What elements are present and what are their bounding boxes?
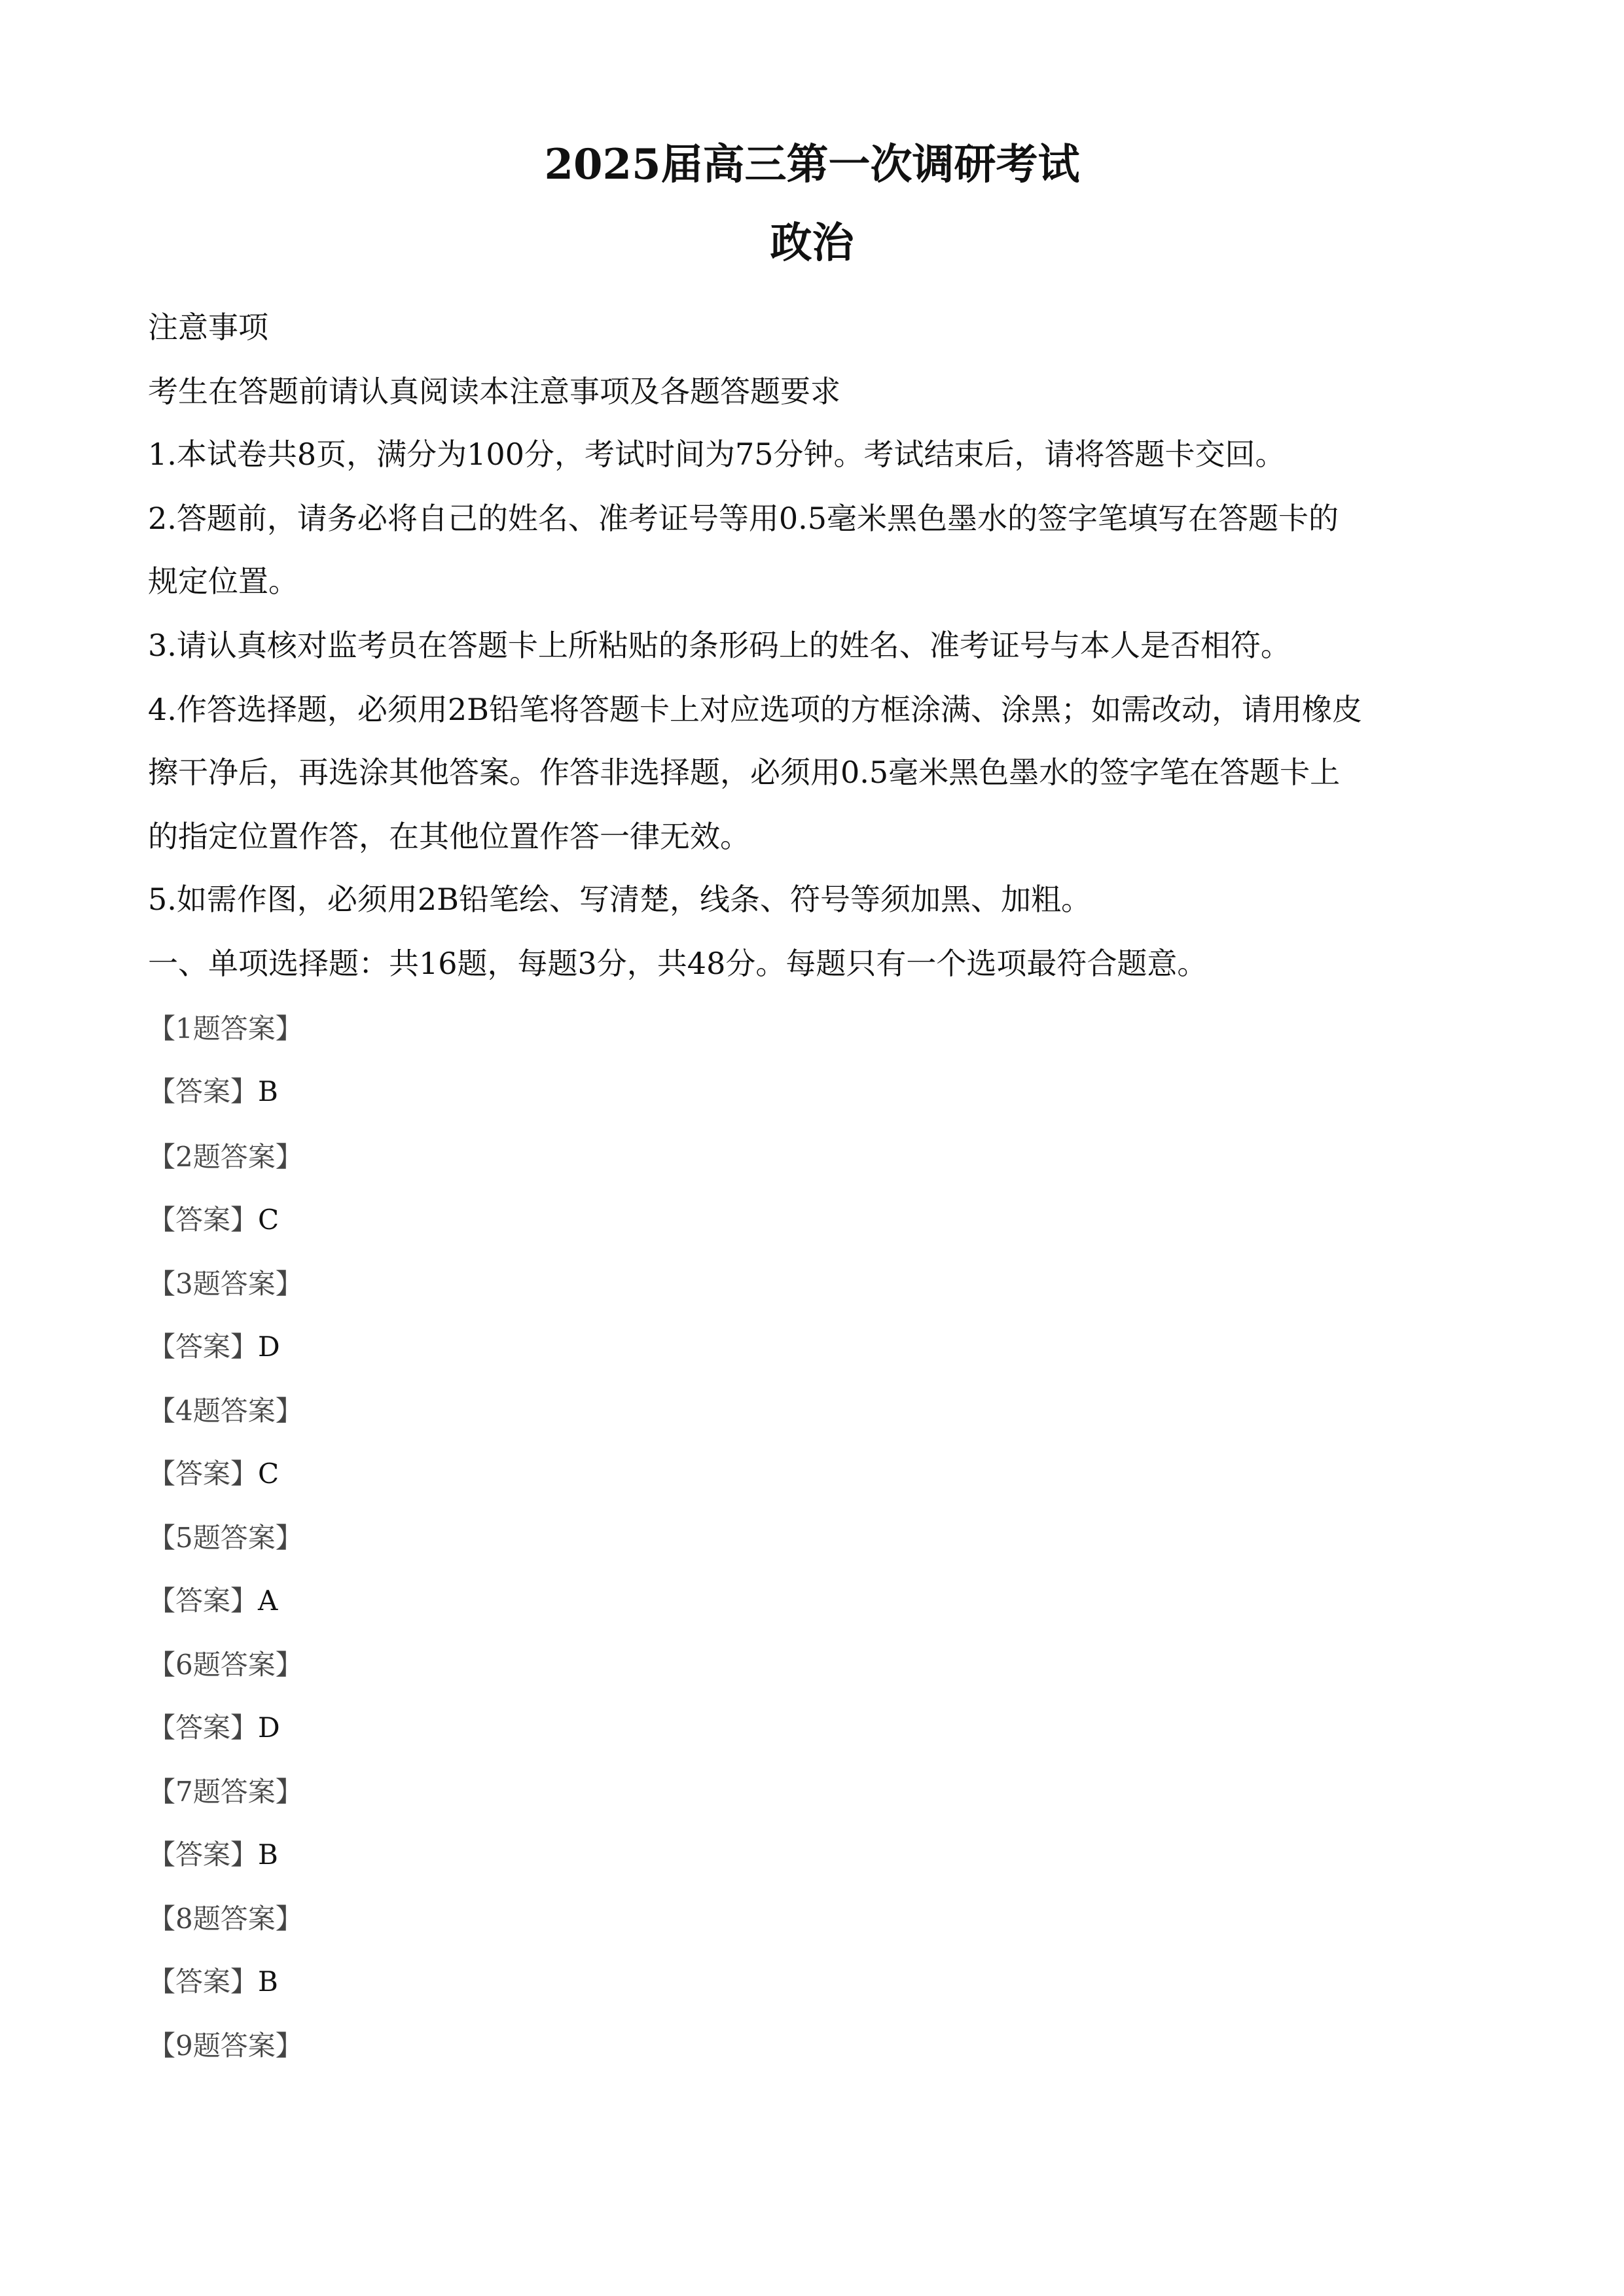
- notice-line-1: 1.本试卷共8页，满分为100分，考试时间为75分钟。考试结束后，请将答题卡交回。: [148, 437, 1286, 472]
- answer-prefix: 【答案】: [148, 1839, 259, 1871]
- answer-line: [148, 1202, 279, 1238]
- answer-line: [148, 1329, 280, 1365]
- answer-value: B: [258, 1965, 278, 1998]
- notice-line-3: 3.请认真核对监考员在答题卡上所粘贴的条形码上的姓名、准考证号与本人是否相符。: [148, 628, 1291, 663]
- answer-value: B: [258, 1839, 278, 1871]
- answer-line: [148, 1073, 278, 1110]
- notice-line-4-cont-1: 擦干净后，再选涂其他答案。作答非选择题，必须用0.5毫米黑色墨水的签字笔在答题卡上: [148, 755, 1341, 790]
- notice-line-4-cont-2: 的指定位置作答，在其他位置作答一律无效。: [148, 819, 750, 854]
- answer-value: D: [258, 1331, 280, 1363]
- answer-prefix: 【答案】: [148, 1331, 259, 1363]
- subject-title: 政治: [770, 219, 854, 268]
- answer-prefix: 【答案】: [148, 1585, 259, 1617]
- answer-value: C: [258, 1458, 280, 1490]
- answer-prefix: 【答案】: [148, 1458, 259, 1490]
- answer-value: D: [258, 1712, 280, 1744]
- question-tag: 【4题答案】: [148, 1395, 303, 1427]
- answer-prefix: 【答案】: [148, 1712, 259, 1744]
- answer-line: [148, 1583, 278, 1619]
- notice-line-5: 5.如需作图，必须用2B铅笔绘、写清楚，线条、符号等须加黑、加粗。: [148, 882, 1091, 917]
- answer-value: C: [258, 1204, 280, 1236]
- question-tag: 【6题答案】: [148, 1649, 303, 1681]
- notice-line-2-cont: 规定位置。: [148, 564, 298, 599]
- answer-line: [148, 1710, 280, 1746]
- question-tag: 【5题答案】: [148, 1522, 303, 1554]
- notice-intro: 考生在答题前请认真阅读本注意事项及各题答题要求: [148, 374, 840, 409]
- question-tag: 【1题答案】: [148, 1013, 303, 1045]
- section-heading: 一、单项选择题：共16题，每题3分，共48分。每题只有一个选项最符合题意。: [148, 946, 1208, 981]
- answer-line: [148, 1964, 278, 2000]
- question-tag: 【9题答案】: [148, 2030, 303, 2062]
- question-tag: 【3题答案】: [148, 1268, 303, 1300]
- question-tag: 【7题答案】: [148, 1776, 303, 1808]
- question-tag: 【8题答案】: [148, 1903, 303, 1935]
- answer-prefix: 【答案】: [148, 1075, 259, 1107]
- answer-value: B: [258, 1075, 278, 1107]
- notice-line-4: 4.作答选择题，必须用2B铅笔将答题卡上对应选项的方框涂满、涂黑；如需改动，请用橡皮: [148, 692, 1362, 727]
- notice-heading: 注意事项: [148, 310, 268, 345]
- question-tag: 【2题答案】: [148, 1141, 303, 1173]
- answer-line: [148, 1456, 279, 1492]
- answer-line: [148, 1837, 278, 1873]
- answer-prefix: 【答案】: [148, 1965, 259, 1998]
- exam-title: 2025届高三第一次调研考试: [544, 140, 1080, 189]
- notice-line-2: 2.答题前，请务必将自己的姓名、准考证号等用0.5毫米黑色墨水的签字笔填写在答题卡的: [148, 501, 1339, 536]
- answer-value: A: [258, 1585, 278, 1617]
- answer-prefix: 【答案】: [148, 1204, 259, 1236]
